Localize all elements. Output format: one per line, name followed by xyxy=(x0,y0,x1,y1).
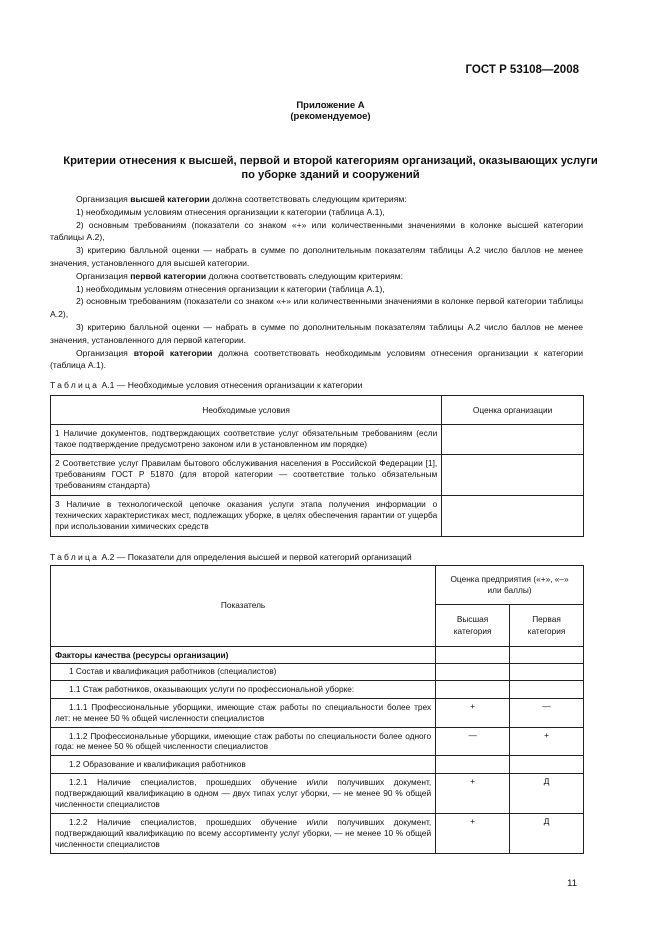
high-category-cell xyxy=(436,680,510,698)
evaluation-cell xyxy=(442,425,584,455)
table-row xyxy=(51,774,584,814)
column-header: Высшая категория xyxy=(436,605,510,647)
table-a2 xyxy=(50,565,584,854)
bold-term: высшей категории xyxy=(130,194,210,204)
column-header: Показатель xyxy=(51,566,436,647)
table-row xyxy=(51,698,584,727)
annex-status: (рекомендуемое) xyxy=(290,111,371,122)
indicator-cell: 1.1.2 Профессиональные уборщики, имеющие стаж работы по специальности более одного года: не менее 50 % общей численности специалистов xyxy=(51,727,436,756)
paragraph: Организация высшей категории должна соответствовать следующим критериям: xyxy=(76,194,407,204)
paragraph: 2) основным требованиям (показатели со знаком «+» или количественными значениями в колонке высшей категории таблицы А.2), xyxy=(50,219,583,243)
high-category-cell xyxy=(436,663,510,680)
column-header: Первая категория xyxy=(510,605,584,647)
page-number: 11 xyxy=(567,878,577,889)
condition-cell: 3 Наличие в технологической цепочке оказания услуги этапа получения информации о технических характеристиках мест, подлежащих уборке, в целях обеспечения гарантии от ущерба при использовании химических средств xyxy=(51,496,442,537)
first-category-cell: + xyxy=(510,727,584,756)
indicator-cell: 1.1.1 Профессиональные уборщики, имеющие стаж работы по специальности более трех лет: не менее 50 % общей численности специалистов xyxy=(51,698,436,727)
high-category-cell: + xyxy=(436,813,510,853)
table-row xyxy=(51,813,584,853)
table-row xyxy=(51,425,584,455)
first-category-cell: Д xyxy=(510,774,584,814)
paragraph: 1) необходимым условиям отнесения организации к категории (таблица А.1), xyxy=(76,206,385,217)
paragraph: Организация второй категории должна соответствовать необходимым условиям отнесения организации к категории (таблица А.1). xyxy=(50,347,583,371)
column-header: Оценка организации xyxy=(442,396,584,425)
high-category-cell: — xyxy=(436,727,510,756)
paragraph: 3) критерию балльной оценки — набрать в сумме по дополнительным показателям таблицы А.2 число баллов не менее значения, установленного для высшей категории. xyxy=(50,245,583,268)
indicator-cell: 1 Состав и квалификация работников (специалистов) xyxy=(51,663,436,680)
first-category-cell xyxy=(510,647,584,664)
evaluation-cell xyxy=(442,496,584,537)
bold-term: второй категории xyxy=(133,347,213,358)
paragraph: Организация первой категории должна соответствовать следующим критериям: xyxy=(76,270,403,281)
table-row xyxy=(51,647,584,664)
annex-heading xyxy=(0,100,661,122)
document-title: Критерии отнесения к высшей, первой и второй категориям организаций, оказывающих услуги по уборке зданий и сооружений xyxy=(63,155,598,181)
table-row xyxy=(51,496,584,537)
table-row xyxy=(51,663,584,680)
table-row xyxy=(51,680,584,698)
standard-code: ГОСТ Р 53108—2008 xyxy=(465,64,579,76)
criteria-text xyxy=(50,193,583,372)
high-category-cell xyxy=(436,647,510,664)
indicator-cell: 1.2 Образование и квалификация работников xyxy=(51,756,436,774)
high-category-cell: + xyxy=(436,774,510,814)
first-category-cell: — xyxy=(510,698,584,727)
first-category-cell xyxy=(510,756,584,774)
table-a1 xyxy=(50,395,584,537)
bold-term: первой категории xyxy=(130,270,207,281)
table-row xyxy=(51,756,584,774)
paragraph: 1) необходимым условиям отнесения организации к категории (таблица А.1), xyxy=(76,283,385,294)
column-group-header: Оценка предприятия («+», «–» или баллы) xyxy=(436,566,584,605)
indicator-cell: 1.2.2 Наличие специалистов, прошедших обучение и/или получивших документ, подтверждающий квалификацию по всему ассортименту услуг уборки, — не менее 10 % общей численности специалистов xyxy=(51,813,436,853)
paragraph: 3) критерию балльной оценки — набрать в сумме по дополнительным показателям таблицы А.2 число баллов не менее значения, установленного для первой категории. xyxy=(50,321,583,345)
condition-cell: 2 Соответствие услуг Правилам бытового обслуживания населения в Российской Федерации [1], требованиям ГОСТ Р 51870 (для второй категории — соответствие только обязательным требованиям стандарта) xyxy=(51,455,442,496)
high-category-cell: + xyxy=(436,698,510,727)
first-category-cell: Д xyxy=(510,813,584,853)
high-category-cell xyxy=(436,756,510,774)
paragraph: 2) основным требованиям (показатели со знаком «+» или количественными значениями в колонке первой категории таблицы А.2), xyxy=(50,296,583,320)
table-row xyxy=(51,455,584,496)
section-heading: Факторы качества (ресурсы организации) xyxy=(51,647,436,664)
first-category-cell xyxy=(510,680,584,698)
indicator-cell: 1.1 Стаж работников, оказывающих услуги по профессиональной уборке: xyxy=(51,680,436,698)
evaluation-cell xyxy=(442,455,584,496)
table1-caption: Таблица А.1 — Необходимые условия отнесения организации к категории xyxy=(50,380,363,390)
condition-cell: 1 Наличие документов, подтверждающих соответствие услуг обязательным требованиям (если такое подтверждение предусмотрено законом или в установленном им порядке) xyxy=(51,425,442,455)
annex-label: Приложение А xyxy=(296,100,365,111)
first-category-cell xyxy=(510,663,584,680)
table2-caption: Таблица А.2 — Показатели для определения высшей и первой категорий организаций xyxy=(50,552,412,562)
column-header: Необходимые условия xyxy=(51,396,442,425)
table-row xyxy=(51,727,584,756)
indicator-cell: 1.2.1 Наличие специалистов, прошедших обучение и/или получивших документ, подтверждающий квалификацию в одном — двух типах услуг уборки, — не менее 90 % общей численности специалистов xyxy=(51,774,436,814)
